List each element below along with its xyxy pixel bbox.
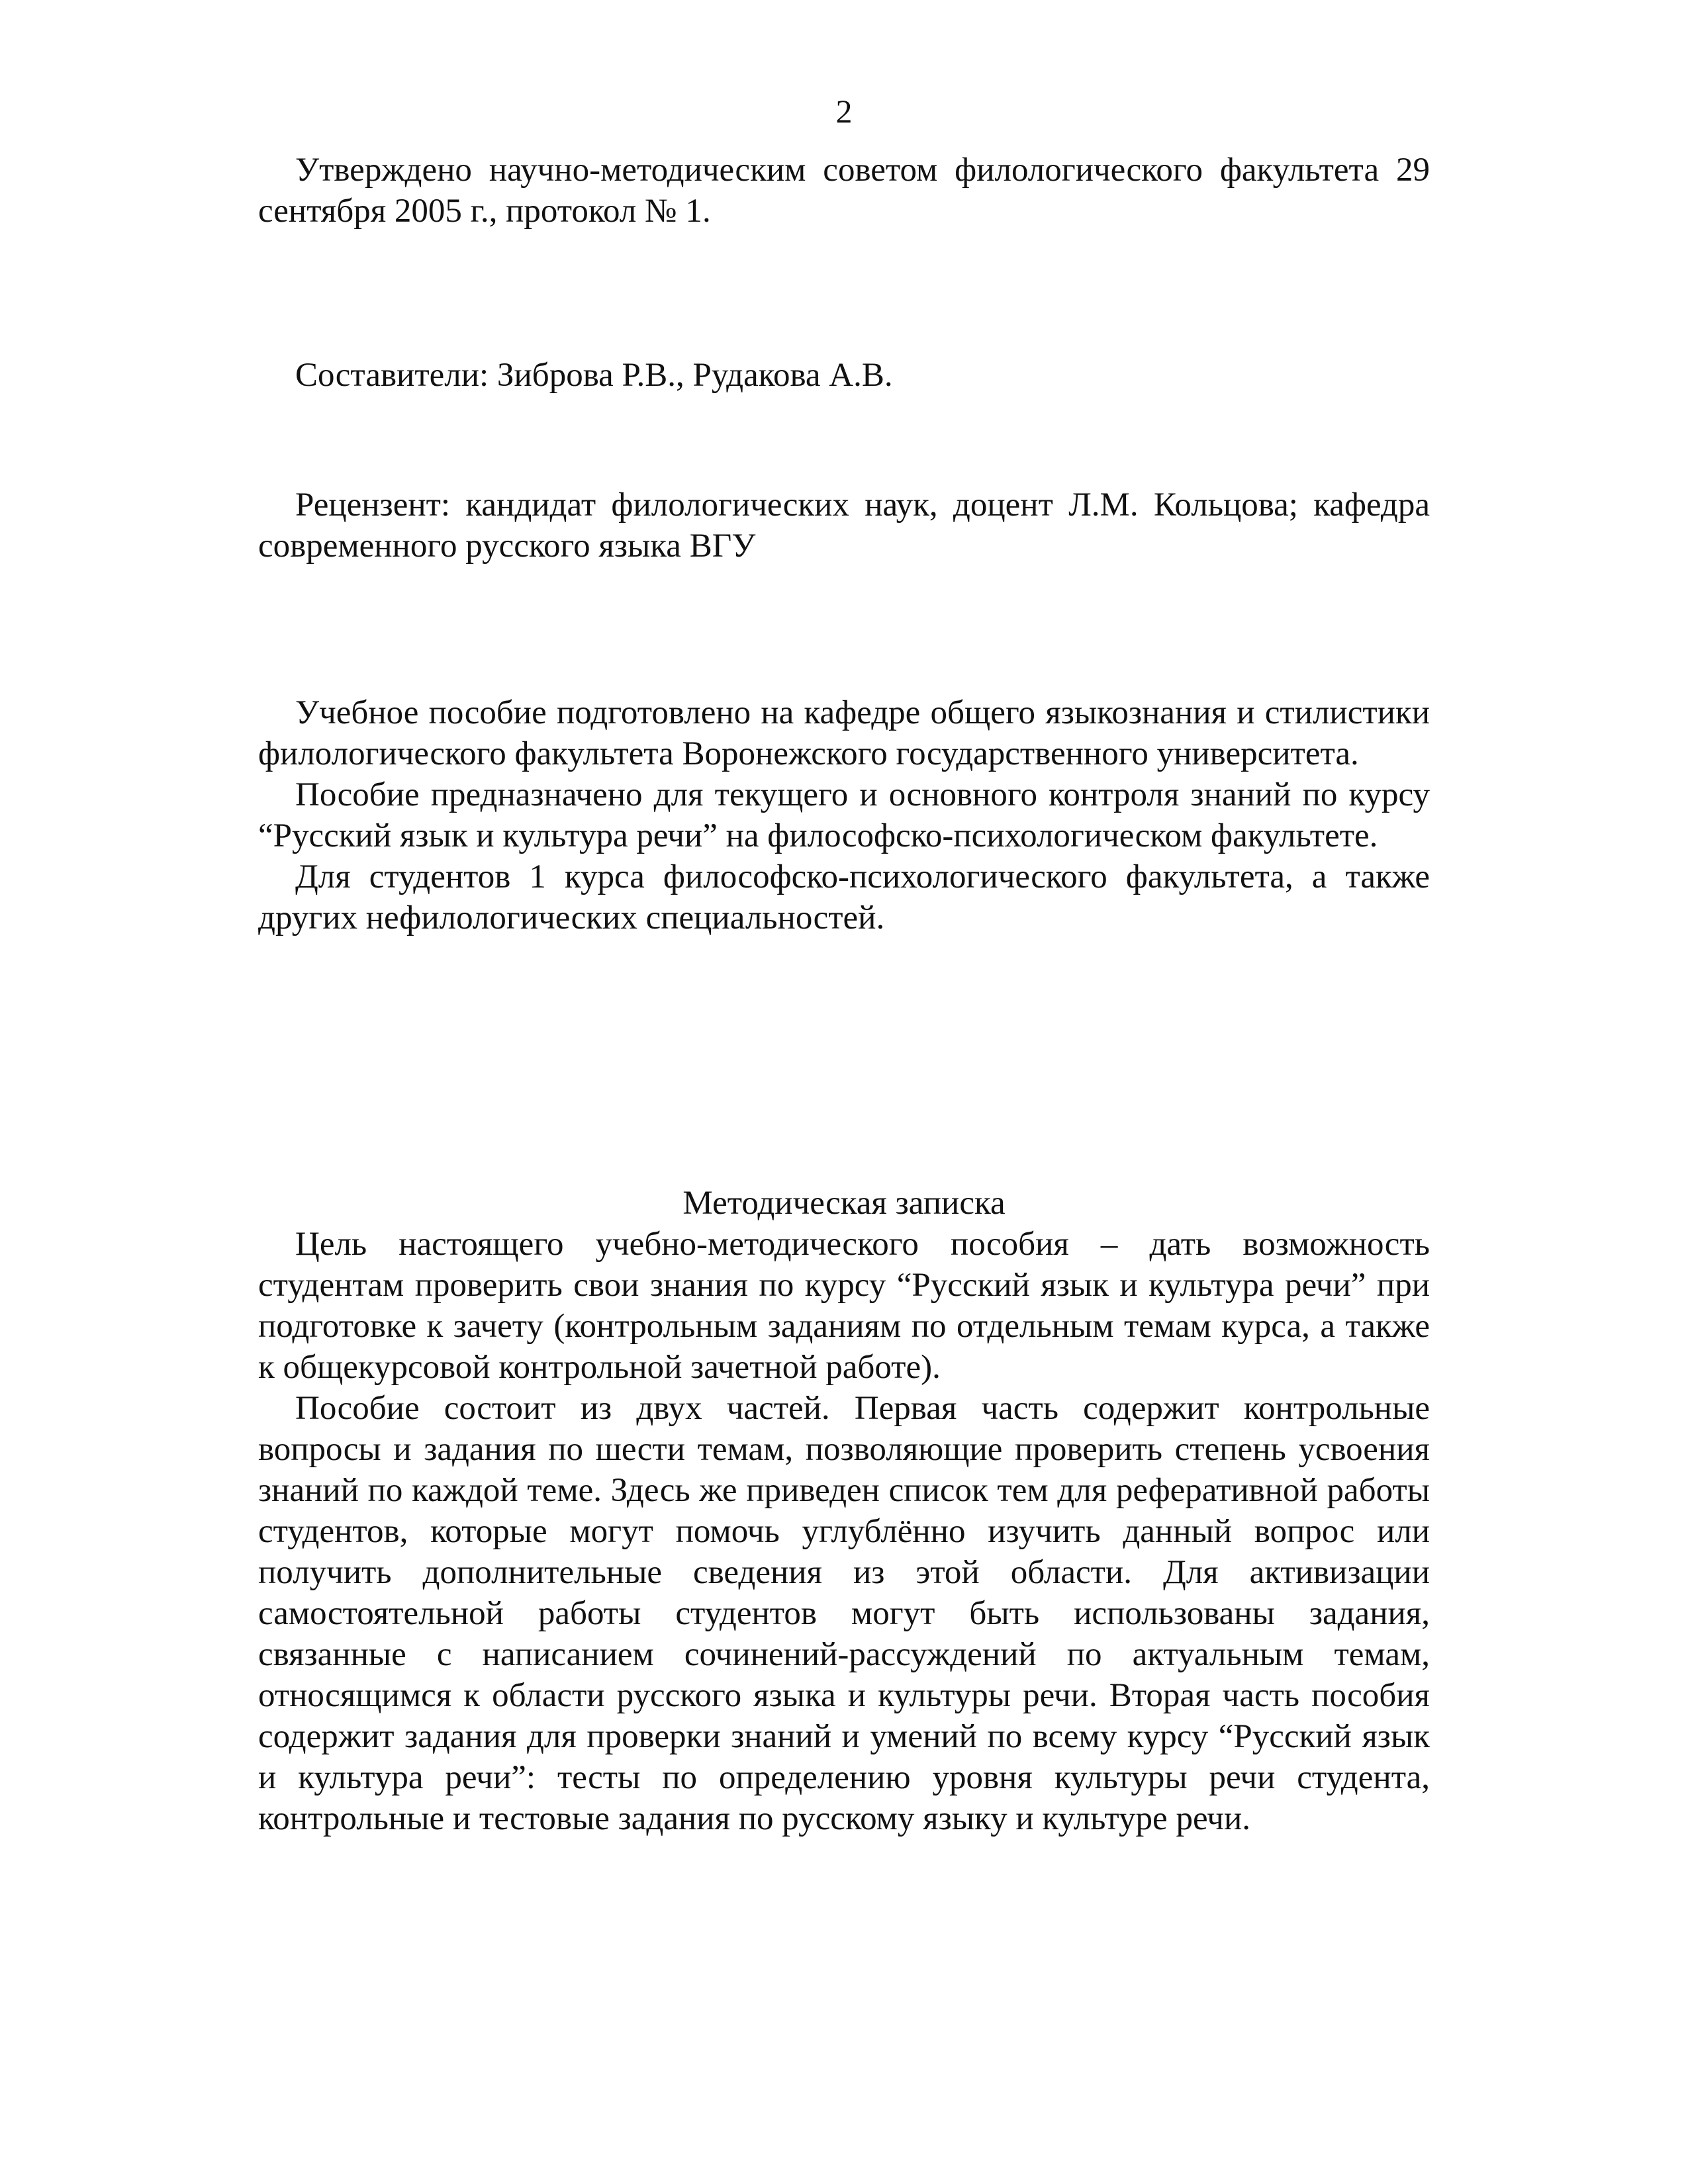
methodical-note [258, 1183, 1430, 1839]
compilers-text: Составители: Зиброва Р.В., Рудакова А.В. [295, 357, 893, 394]
about-block [258, 692, 1430, 938]
reviewer-text: Рецензент: кандидат филологических наук, доцент Л.М. Кольцова; кафедра современного русского языка ВГУ [258, 486, 1430, 565]
about-paragraph-1: Учебное пособие подготовлено на кафедре общего языкознания и стилистики филологического факультета Воронежского государственного университета. [258, 694, 1430, 772]
about-paragraph-2: Пособие предназначено для текущего и основного контроля знаний по курсу “Русский язык и культура речи” на философско-психологическом факультете. [258, 776, 1430, 854]
approval-text: Утверждено научно-методическим советом филологического факультета 29 сентября 2005 г., протокол № 1. [258, 152, 1430, 230]
note-paragraph-1: Цель настоящего учебно-методического пособия – дать возможность студентам проверить свои знания по курсу “Русский язык и культура речи” при подготовке к зачету (контрольным заданиям по отдельным темам курса, а также к общекурсовой контрольной зачетной работе). [258, 1226, 1430, 1386]
compilers-block [258, 355, 1430, 396]
note-paragraph-2: Пособие состоит из двух частей. Первая часть содержит контрольные вопросы и задания по шести темам, позволяющие проверить степень усвоения знаний по каждой теме. Здесь же приведен список тем для реферативной работы студентов, которые могут помочь углублённо изучить данный вопрос или получить дополнительные сведения из этой области. Для активизации самостоятельной работы студентов могут быть использованы задания, связанные с написанием сочинений-рассуждений по актуальным темам, относящимся к области русского языка и культуры речи. Вторая часть пособия содержит задания для проверки знаний и умений по всему курсу “Русский язык и культура речи”: тесты по определению уровня культуры речи студента, контрольные и тестовые задания по русскому языку и культуре речи. [258, 1390, 1430, 1837]
note-title: Методическая записка [682, 1185, 1006, 1222]
reviewer-block [258, 484, 1430, 567]
about-paragraph-3: Для студентов 1 курса философско-психологического факультета, а также других нефилологических специальностей. [258, 858, 1430, 936]
approval-block [258, 150, 1430, 232]
page-number: 2 [835, 93, 853, 130]
